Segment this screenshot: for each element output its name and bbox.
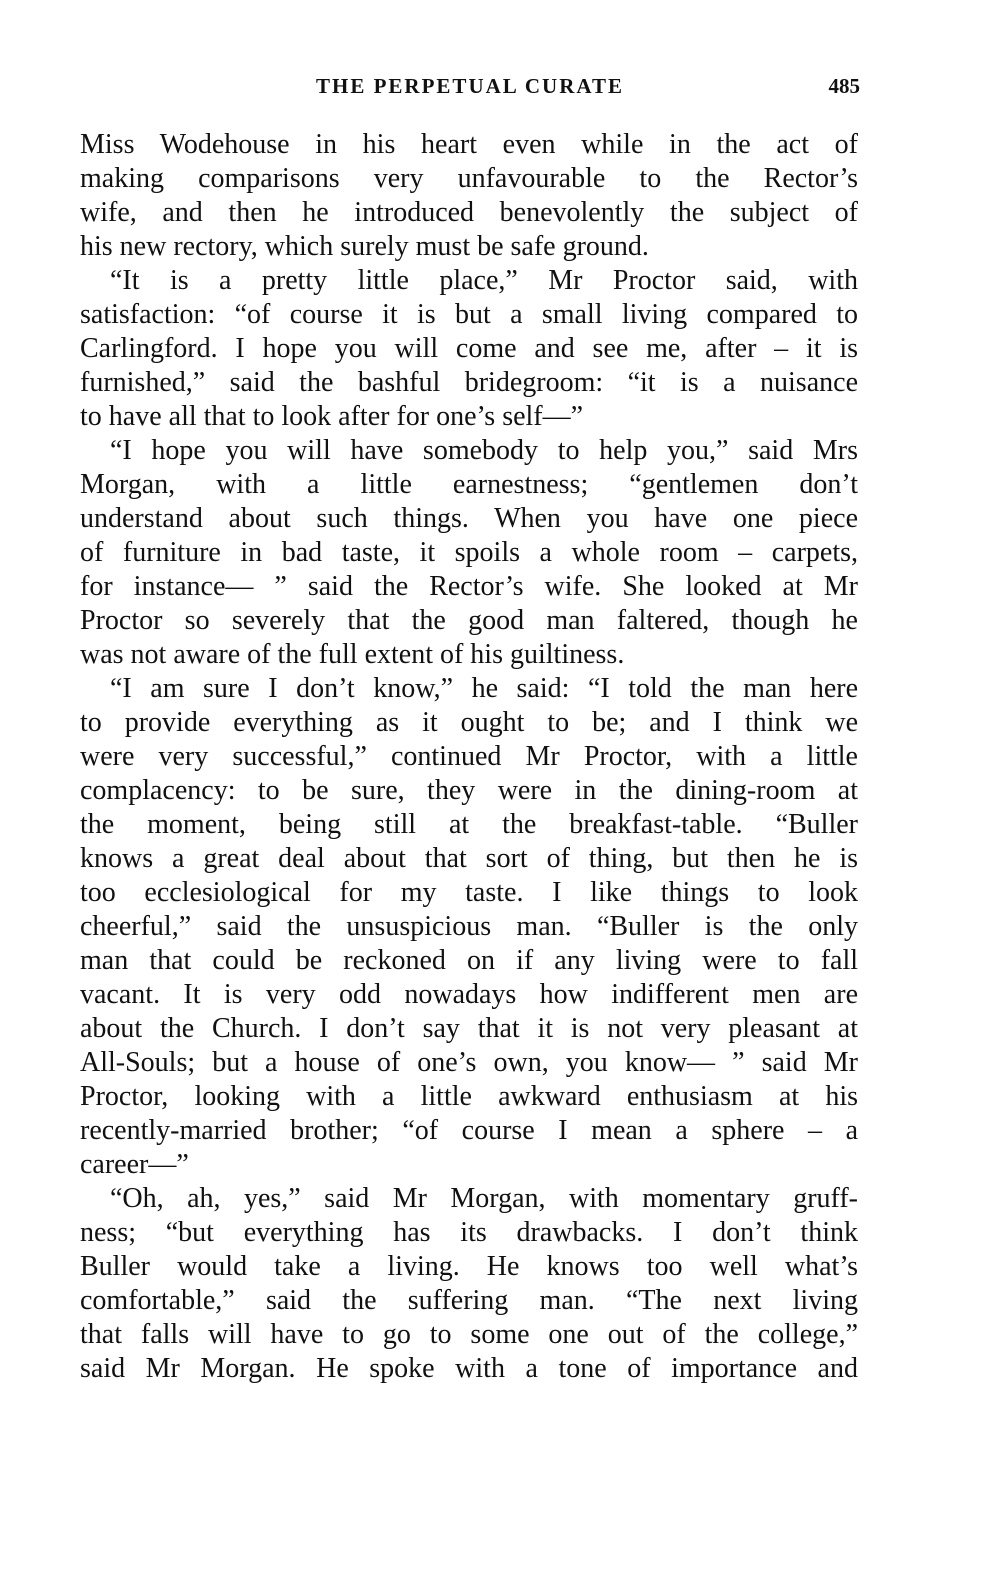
text-line: furnished,” said the bashful bridegroom: “it is a nuisance [80,367,858,398]
text-line: Miss Wodehouse in his heart even while in the act of [80,129,858,160]
text-line: complacency: to be sure, they were in the dining-room at [80,775,858,806]
text-line: man that could be reckoned on if any living were to fall [80,945,858,976]
text-line: about the Church. I don’t say that it is not very pleasant at [80,1013,858,1044]
running-head [80,74,860,104]
text-line: knows a great deal about that sort of thing, but then he is [80,843,858,874]
text-line: were very successful,” continued Mr Proctor, with a little [80,741,858,772]
text-line: understand about such things. When you have one piece [80,503,858,534]
text-line: to provide everything as it ought to be; and I think we [80,707,858,738]
text-line: Proctor so severely that the good man faltered, though he [80,605,858,636]
text-line: making comparisons very unfavourable to the Rector’s [80,163,858,194]
text-line: satisfaction: “of course it is but a small living compared to [80,299,858,330]
text-line: All-Souls; but a house of one’s own, you know— ” said Mr [80,1047,858,1078]
text-line: that falls will have to go to some one out of the college,” [80,1319,858,1350]
text-line: ness; “but everything has its drawbacks. I don’t think [80,1217,858,1248]
text-line: to have all that to look after for one’s self—” [80,401,584,432]
text-line: Morgan, with a little earnestness; “gentlemen don’t [80,469,858,500]
text-line: too ecclesiological for my taste. I like things to look [80,877,858,908]
running-title: THE PERPETUAL CURATE [316,74,624,98]
text-line: the moment, being still at the breakfast-table. “Buller [80,809,858,840]
text-line: of furniture in bad taste, it spoils a whole room – carpets, [80,537,858,568]
text-line: vacant. It is very odd nowadays how indifferent men are [80,979,858,1010]
text-line: “Oh, ah, yes,” said Mr Morgan, with momentary gruff- [110,1183,858,1214]
text-line: “I am sure I don’t know,” he said: “I told the man here [110,673,858,704]
text-line: was not aware of the full extent of his guiltiness. [80,639,625,670]
text-line: said Mr Morgan. He spoke with a tone of importance and [80,1353,858,1384]
text-line: recently-married brother; “of course I mean a sphere – a [80,1115,858,1146]
text-line: “I hope you will have somebody to help you,” said Mrs [110,435,858,466]
text-line: his new rectory, which surely must be safe ground. [80,231,649,262]
page-number: 485 [828,74,860,98]
text-line: Carlingford. I hope you will come and see me, after – it is [80,333,858,364]
body-text [80,128,858,1386]
text-line: for instance— ” said the Rector’s wife. She looked at Mr [80,571,858,602]
text-line: wife, and then he introduced benevolently the subject of [80,197,858,228]
text-line: cheerful,” said the unsuspicious man. “Buller is the only [80,911,858,942]
text-line: “It is a pretty little place,” Mr Proctor said, with [110,265,858,296]
text-line: Buller would take a living. He knows too well what’s [80,1251,858,1282]
text-line: Proctor, looking with a little awkward enthusiasm at his [80,1081,858,1112]
text-line: comfortable,” said the suffering man. “The next living [80,1285,858,1316]
text-line: career—” [80,1149,189,1180]
